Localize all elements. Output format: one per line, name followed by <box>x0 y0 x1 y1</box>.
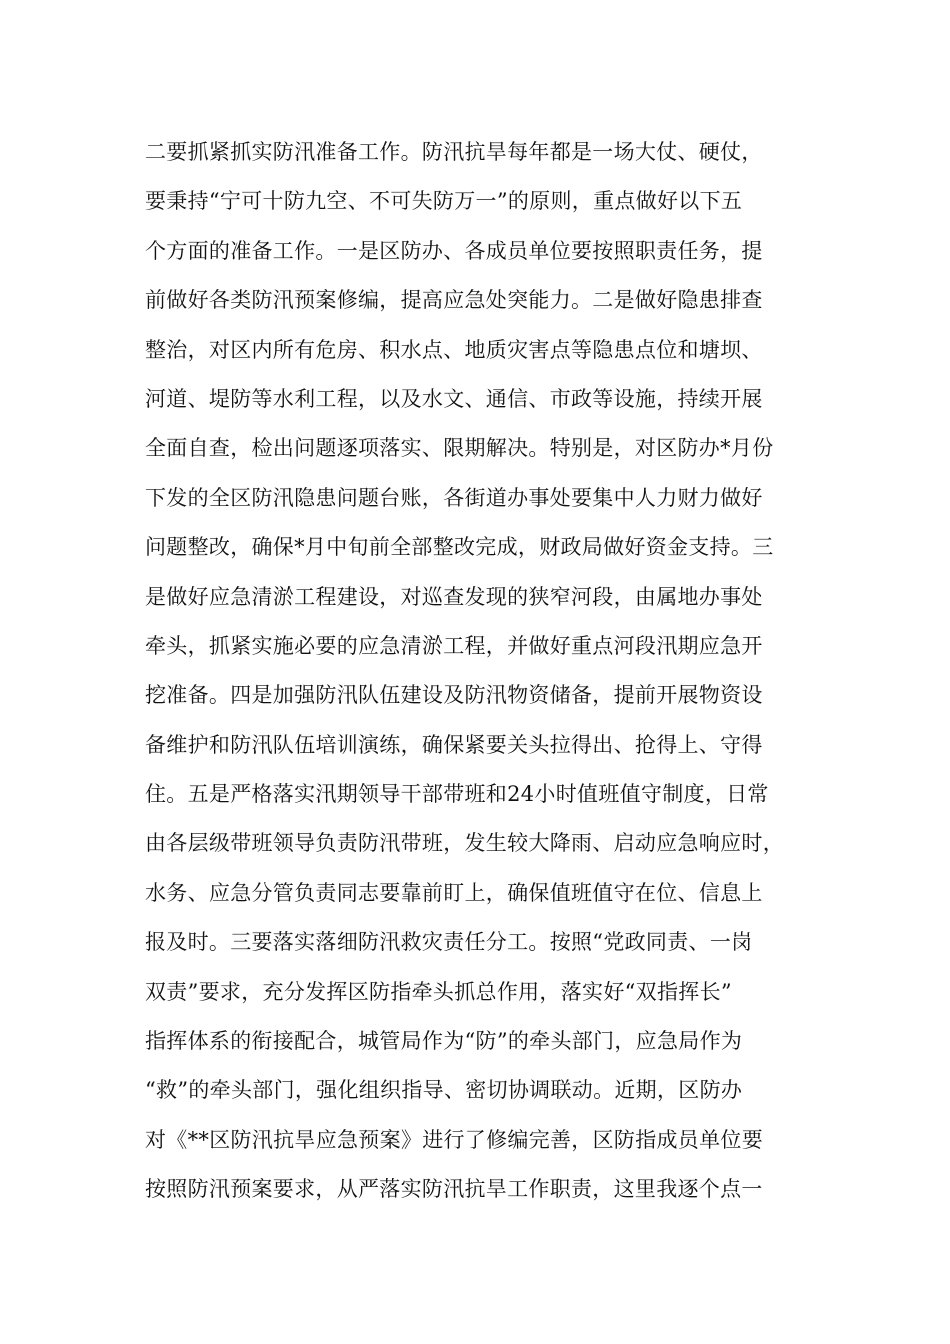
body-paragraph <box>145 128 825 1215</box>
text-line: 指挥体系的衔接配合，城管局作为“防”的牵头部门，应急局作为 <box>145 1029 743 1054</box>
text-line: 是做好应急清淤工程建设，对巡查发现的狭窄河段，由属地办事处 <box>145 584 763 609</box>
text-line: 按照防汛预案要求，从严落实防汛抗旱工作职责，这里我逐个点一 <box>145 1177 763 1202</box>
text-line: 整治，对区内所有危房、积水点、地质灾害点等隐患点位和塘坝、 <box>145 337 763 362</box>
text-line: 要秉持“宁可十防九空、不可失防万一”的原则，重点做好以下五 <box>145 189 743 214</box>
text-line: 全面自查，检出问题逐项落实、限期解决。特别是，对区防办*月份 <box>145 436 774 461</box>
text-line: 备维护和防汛队伍培训演练，确保紧要关头拉得出、抢得上、守得 <box>145 732 763 757</box>
text-line: 牵头，抓紧实施必要的应急清淤工程，并做好重点河段汛期应急开 <box>145 633 763 658</box>
text-line: 问题整改，确保*月中旬前全部整改完成，财政局做好资金支持。三 <box>145 535 774 560</box>
text-line: 河道、堤防等水利工程，以及水文、通信、市政等设施，持续开展 <box>145 386 763 411</box>
text-line: “救”的牵头部门，强化组织指导、密切协调联动。近期，区防办 <box>145 1078 743 1103</box>
text-line: 二要抓紧抓实防汛准备工作。防汛抗旱每年都是一场大仗、硬仗， <box>145 140 763 164</box>
text-line: 由各层级带班领导负责防汛带班，发生较大降雨、启动应急响应时， <box>145 831 784 856</box>
text-line: 住。五是严格落实汛期领导干部带班和24小时值班值守制度，日常 <box>145 782 769 807</box>
text-line: 水务、应急分管负责同志要靠前盯上，确保值班值守在位、信息上 <box>145 880 763 905</box>
text-line: 前做好各类防汛预案修编，提高应急处突能力。二是做好隐患排查 <box>145 288 763 313</box>
text-line: 个方面的准备工作。一是区防办、各成员单位要按照职责任务，提 <box>145 238 763 263</box>
text-line: 双责”要求，充分发挥区防指牵头抓总作用，落实好“双指挥长” <box>145 979 732 1004</box>
text-line: 下发的全区防汛隐患问题台账，各街道办事处要集中人力财力做好 <box>145 485 763 510</box>
text-line: 报及时。三要落实落细防汛救灾责任分工。按照“党政同责、一岗 <box>145 930 753 955</box>
text-line: 对《**区防汛抗旱应急预案》进行了修编完善，区防指成员单位要 <box>145 1127 763 1152</box>
text-line: 挖准备。四是加强防汛队伍建设及防汛物资储备，提前开展物资设 <box>145 683 763 708</box>
